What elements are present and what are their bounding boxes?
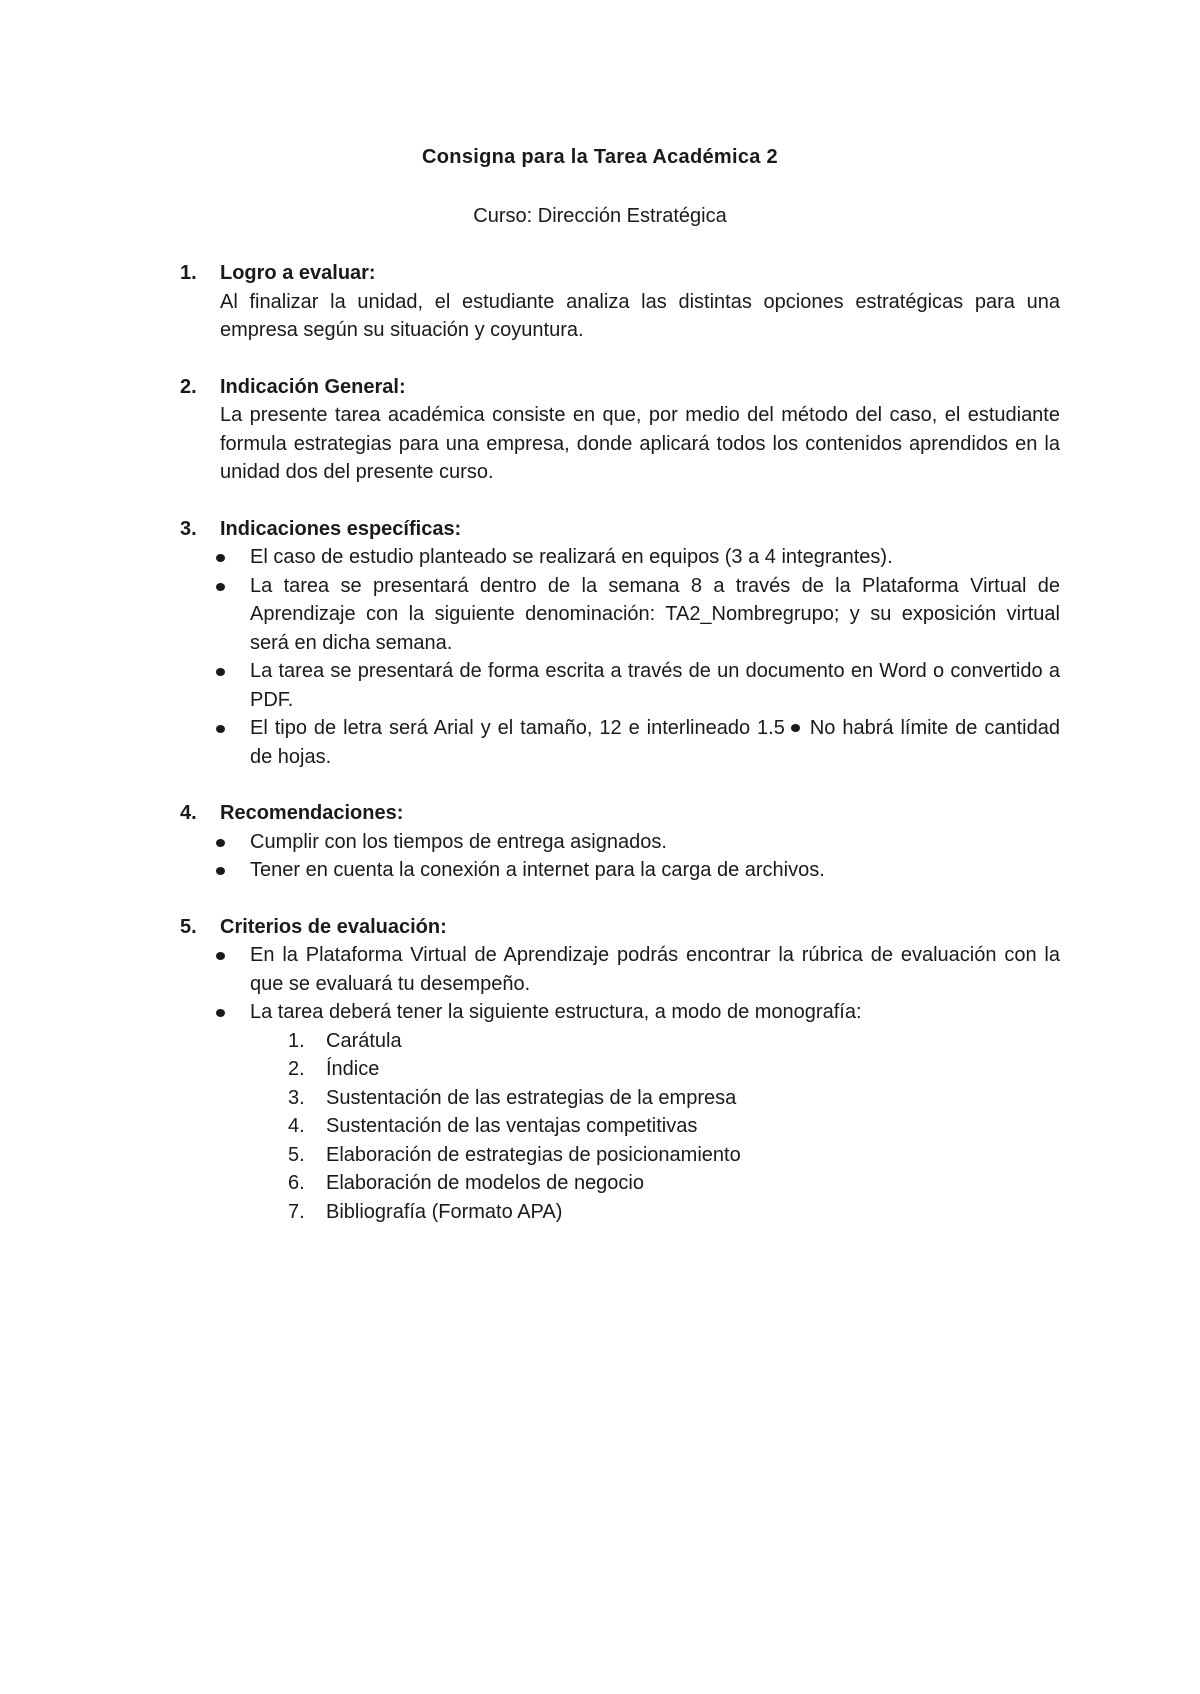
structure-number: 3. bbox=[288, 1086, 305, 1109]
structure-text: Elaboración de modelos de negocio bbox=[326, 1172, 644, 1194]
list-item-text: El tipo de letra será Arial y el tamaño, 12 e interlineado 1.5 bbox=[250, 717, 785, 739]
section-number: 5. bbox=[180, 915, 197, 938]
list-item-text: La tarea se presentará dentro de la semana 8 a través de la Plataforma Virtual de Aprendizaje con la siguiente denominación: TA2_Nombregrupo; y su exposición virtual será en dicha semana. bbox=[250, 574, 1060, 654]
list-item bbox=[250, 828, 1060, 857]
section-logro bbox=[180, 259, 1060, 345]
structure-text: Bibliografía (Formato APA) bbox=[326, 1200, 563, 1223]
structure-item bbox=[288, 1198, 1060, 1227]
section-indicaciones-especificas bbox=[180, 515, 1060, 544]
section-text: La presente tarea académica consiste en que, por medio del método del caso, el estudiante formula estrategias para una empresa, donde aplicará todos los contenidos aprendidos en la unidad dos del presente curso. bbox=[220, 404, 1060, 483]
bullet-icon bbox=[216, 839, 225, 847]
section-number: 2. bbox=[180, 375, 197, 398]
structure-text: Índice bbox=[326, 1058, 380, 1080]
bullet-icon bbox=[216, 1009, 225, 1017]
section-recomendaciones bbox=[180, 799, 1060, 828]
bullet-icon bbox=[216, 725, 225, 733]
list-item-text: La tarea deberá tener la siguiente estructura, a modo de monografía: bbox=[250, 1001, 862, 1023]
list-item bbox=[250, 998, 1060, 1027]
structure-text: Sustentación de las estrategias de la empresa bbox=[326, 1086, 737, 1109]
bullet-icon bbox=[216, 867, 225, 875]
structure-number: 6. bbox=[288, 1172, 305, 1194]
section-number: 3. bbox=[180, 517, 197, 540]
bullet-list bbox=[180, 941, 1060, 1027]
bullet-icon bbox=[216, 668, 225, 676]
list-item bbox=[250, 572, 1060, 658]
bullet-icon bbox=[216, 554, 225, 562]
structure-number: 1. bbox=[288, 1029, 305, 1052]
list-item-text: En la Plataforma Virtual de Aprendizaje podrás encontrar la rúbrica de evaluación con la que se evaluará tu desempeño. bbox=[250, 944, 1060, 995]
section-indicacion-general bbox=[180, 373, 1060, 487]
structure-item bbox=[288, 1055, 1060, 1084]
list-item bbox=[250, 856, 1060, 885]
list-item bbox=[250, 543, 1060, 572]
structure-text: Sustentación de las ventajas competitivas bbox=[326, 1115, 698, 1137]
section-heading: Indicación General: bbox=[220, 375, 406, 398]
structure-number: 7. bbox=[288, 1200, 305, 1223]
list-item-text: No habrá límite de cantidad de hojas. bbox=[250, 717, 1060, 768]
section-number: 4. bbox=[180, 802, 197, 824]
bullet-list bbox=[180, 828, 1060, 885]
list-item-text: Tener en cuenta la conexión a internet para la carga de archivos. bbox=[250, 859, 825, 881]
section-heading: Indicaciones específicas: bbox=[220, 517, 462, 540]
structure-item bbox=[288, 1141, 1060, 1170]
structure-item bbox=[288, 1084, 1060, 1113]
structure-text: Elaboración de estrategias de posicionamiento bbox=[326, 1143, 741, 1166]
bullet-icon bbox=[216, 583, 225, 591]
structure-number: 2. bbox=[288, 1058, 305, 1080]
document-body bbox=[180, 259, 1060, 1226]
structure-number: 4. bbox=[288, 1115, 305, 1137]
structure-number: 5. bbox=[288, 1143, 305, 1166]
bullet-icon bbox=[216, 952, 225, 960]
list-item bbox=[250, 941, 1060, 998]
section-heading: Logro a evaluar: bbox=[220, 262, 376, 284]
course-name: Curso: Dirección Estratégica bbox=[473, 205, 727, 227]
section-criterios bbox=[180, 913, 1060, 942]
section-text: Al finalizar la unidad, el estudiante analiza las distintas opciones estratégicas para una empresa según su situación y coyuntura. bbox=[220, 290, 1060, 341]
list-item-text: La tarea se presentará de forma escrita a través de un documento en Word o convertido a PDF. bbox=[250, 660, 1060, 711]
list-item bbox=[250, 714, 1060, 771]
structure-text: Carátula bbox=[326, 1029, 402, 1052]
bullet-icon bbox=[791, 724, 800, 732]
structure-item bbox=[288, 1169, 1060, 1198]
list-item bbox=[250, 657, 1060, 714]
bullet-list bbox=[180, 543, 1060, 771]
document-title: Consigna para la Tarea Académica 2 bbox=[422, 146, 778, 168]
section-heading: Recomendaciones: bbox=[220, 802, 404, 824]
structure-list bbox=[180, 1027, 1060, 1227]
list-item-text: El caso de estudio planteado se realizará en equipos (3 a 4 integrantes). bbox=[250, 546, 893, 568]
structure-item bbox=[288, 1027, 1060, 1056]
list-item-text: Cumplir con los tiempos de entrega asignados. bbox=[250, 830, 667, 853]
section-heading: Criterios de evaluación: bbox=[220, 915, 447, 938]
section-number: 1. bbox=[180, 262, 197, 284]
structure-item bbox=[288, 1112, 1060, 1141]
